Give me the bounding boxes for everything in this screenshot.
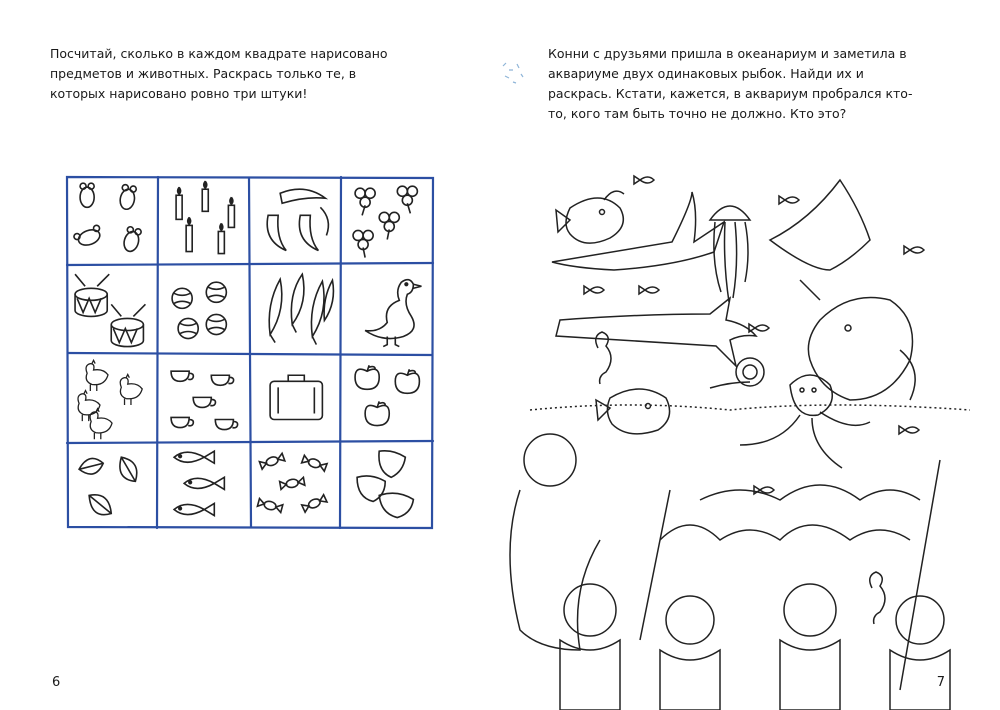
- children-group-icon: [560, 584, 950, 710]
- grid-cell-candies[interactable]: [250, 441, 343, 530]
- leaf-icon: [65, 441, 158, 530]
- small-fish-icon[interactable]: [584, 176, 924, 494]
- grid-cell-leaves[interactable]: [65, 441, 158, 530]
- grid-cell-hens[interactable]: [65, 353, 158, 442]
- anglerfish-icon[interactable]: [596, 389, 670, 434]
- left-page-number: 6: [52, 675, 61, 690]
- grid-cell-bananas[interactable]: [250, 175, 343, 264]
- candy-icon: [250, 441, 343, 530]
- grid-cell-pillows[interactable]: [343, 441, 436, 530]
- aquarium-scene-icon: [500, 160, 970, 710]
- seahorse-icon[interactable]: [870, 572, 885, 624]
- manta-ray-icon[interactable]: [770, 180, 870, 300]
- left-instruction: Посчитай, сколько в каждом квадрате нарисовано предметов и животных. Раскрась только те, в которых нарисовано ровно три штуки!: [50, 46, 388, 101]
- hen-icon: [65, 353, 158, 442]
- ball-icon: [158, 264, 251, 353]
- candle-icon: [158, 175, 251, 264]
- pillow-icon: [343, 441, 436, 530]
- fish-icon: [158, 441, 251, 530]
- drum-icon: [65, 264, 158, 353]
- clover-icon: [343, 175, 436, 264]
- anglerfish-icon[interactable]: [556, 191, 624, 243]
- feather-icon: [250, 264, 343, 353]
- goose-icon: [343, 264, 436, 353]
- right-instruction: Конни с друзьями пришла в океанариум и заметила в аквариуме двух одинаковых рыбок. Найди их и раскрась. Кстати, кажется, в аквариум пробрался кто-то, кого там быть точно не должно. Кто это?: [548, 46, 913, 121]
- grid-cell-balls[interactable]: [158, 264, 251, 353]
- jellyfish-icon[interactable]: [710, 206, 750, 302]
- sunfish-icon[interactable]: [808, 298, 915, 401]
- grid-cell-suitcase[interactable]: [250, 353, 343, 442]
- grid-cell-clovers[interactable]: [343, 175, 436, 264]
- counting-grid: [65, 175, 435, 530]
- gummy-bear-icon: [65, 175, 158, 264]
- right-page-number: 7: [936, 675, 945, 690]
- seahorse-icon[interactable]: [596, 332, 611, 384]
- grid-cell-cups[interactable]: [158, 353, 251, 442]
- aquarium-scene: [500, 160, 970, 710]
- apple-icon: [343, 353, 436, 442]
- grid-cell-candles[interactable]: [158, 175, 251, 264]
- grid-cell-drums[interactable]: [65, 264, 158, 353]
- snail-icon[interactable]: [710, 358, 764, 388]
- child-figure-icon: [510, 434, 600, 650]
- grid-cell-goose[interactable]: [343, 264, 436, 353]
- sparkle-icon: [495, 58, 535, 98]
- grid-cell-gummy-bears[interactable]: [65, 175, 158, 264]
- grid-cell-feathers[interactable]: [250, 264, 343, 353]
- octopus-icon[interactable]: [740, 375, 870, 468]
- suitcase-icon: [250, 353, 343, 442]
- shark-icon[interactable]: [556, 298, 756, 366]
- banana-icon: [250, 175, 343, 264]
- cup-icon: [158, 353, 251, 442]
- grid-cell-fish[interactable]: [158, 441, 251, 530]
- grid-cell-apples[interactable]: [343, 353, 436, 442]
